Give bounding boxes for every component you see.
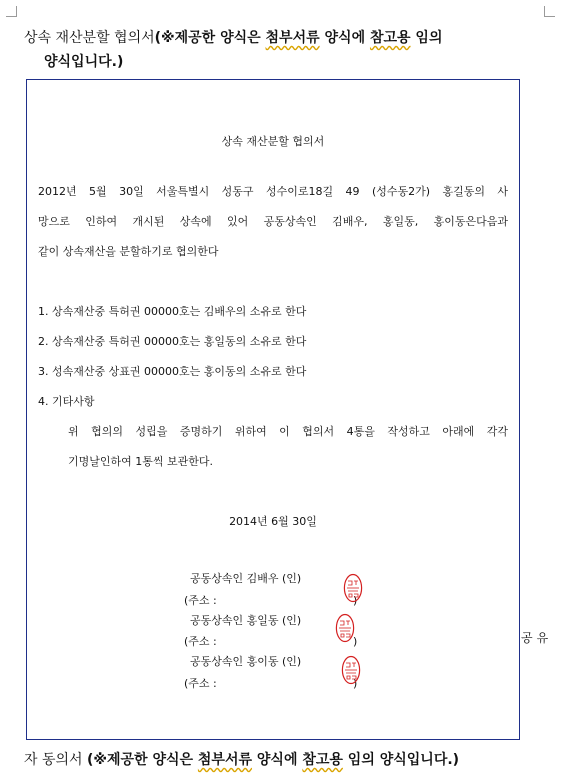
heading-notice-line2: 양식입니다.) [44,54,124,70]
side-text-fragment: 공유 [521,631,553,645]
footer-title: 자 동의서 [24,752,87,768]
seal-stamp-icon [341,655,361,685]
intro-line: 같이 상속재산을 분할하기로 협의한다 [38,245,219,258]
heir-signature-line: 공동상속인 홍일동 (인) [190,614,302,627]
document-heading [24,29,442,47]
footer-notice-part1: (※제공한 양식은 [87,752,198,768]
heading-title: 상속 재산분할 협의서 [24,30,155,46]
crop-mark-top-right [544,6,555,17]
next-document-heading [24,751,459,769]
heading-notice-part3: 임의 [410,30,443,46]
heir-address-label: (주소 : [184,635,217,648]
intro-line: 망으로 인하여 개시된 상속에 있어 공동상속인 김배우, 홍일동, 홍이동은다음과 [38,215,508,228]
closing-line: 위 협의의 성립을 증명하기 위하여 이 협의서 4통을 작성하고 아래에 각각 [68,425,508,438]
heir-address-close: ) [353,594,358,607]
agreement-date: 2014년 6월 30일 [229,515,317,528]
heir-address-close: ) [353,635,358,648]
heading-notice-part2: 양식에 [319,30,370,46]
closing-line: 기명날인하여 1통씩 보관한다. [68,455,213,468]
intro-line: 2012년 5월 30일 서울특별시 성동구 성수이로18길 49 (성수동2가) 홍길동의 사 [38,185,508,198]
footer-notice-part3: 임의 양식입니다.) [342,752,460,768]
agreement-item: 2. 상속재산중 특허권 00000호는 홍일동의 소유로 한다 [38,335,307,348]
footer-notice-word1: 첨부서류 [197,752,253,768]
agreement-item: 3. 성속재산중 상표권 00000호는 홍이동의 소유로 한다 [38,365,307,378]
heading-notice-word2: 참고용 [369,30,411,46]
agreement-form-box [26,79,520,740]
seal-stamp-icon [343,573,363,603]
seal-stamp-icon [335,613,355,643]
heading-notice-word1: 첨부서류 [265,30,320,46]
heir-signature-line: 공동상속인 김배우 (인) [190,572,302,585]
agreement-item: 4. 기타사항 [38,395,95,408]
footer-notice-part2: 양식에 [252,752,303,768]
form-title: 상속 재산분할 협의서 [221,135,325,148]
footer-notice-word2: 참고용 [302,752,343,768]
heading-notice-part1: (※제공한 양식은 [154,30,266,46]
heir-address-label: (주소 : [184,594,217,607]
heir-signature-line: 공동상속인 홍이동 (인) [190,655,302,668]
heir-address-close: ) [353,677,358,690]
crop-mark-top-left [6,6,17,17]
agreement-item: 1. 상속재산중 특허권 00000호는 김배우의 소유로 한다 [38,305,307,318]
heir-address-label: (주소 : [184,677,217,690]
